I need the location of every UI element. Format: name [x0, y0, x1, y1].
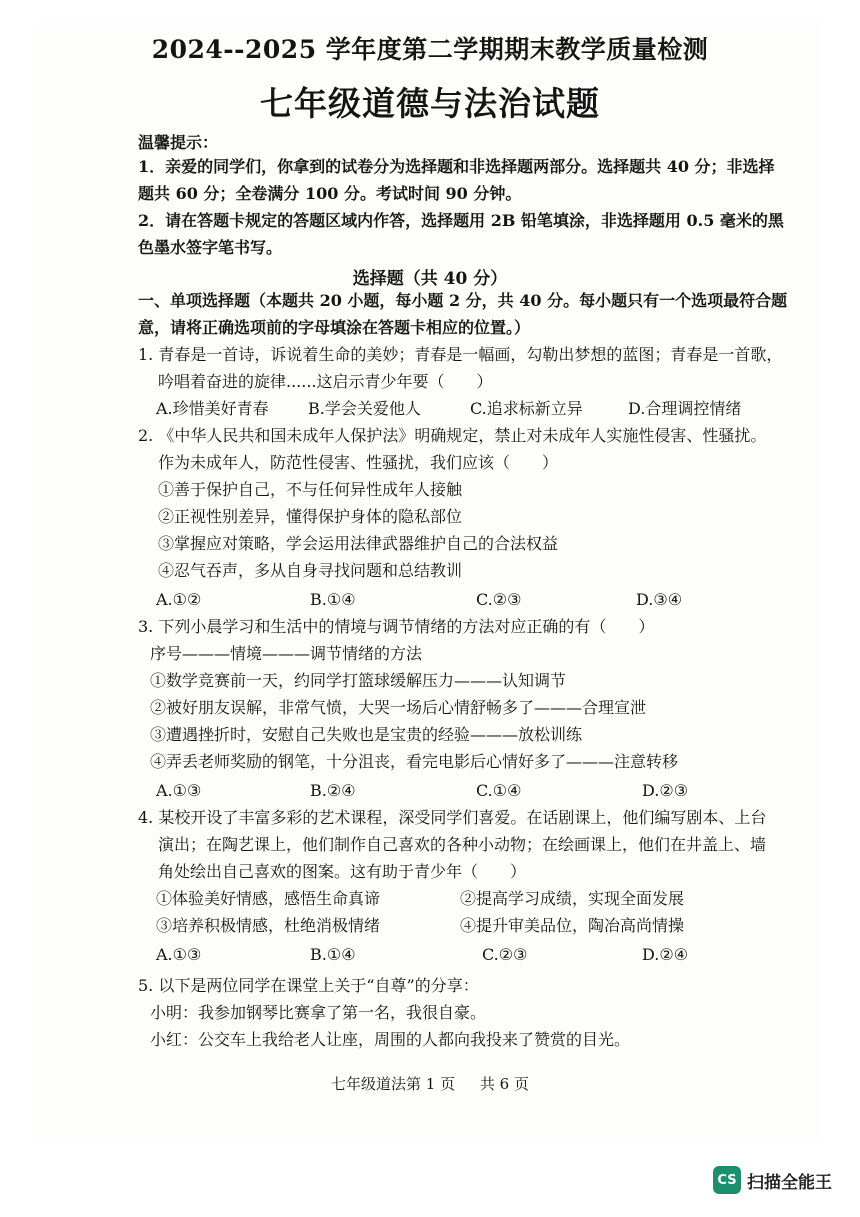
- q2-option-b: B.①④: [310, 590, 356, 609]
- q3-option-b: B.②④: [310, 781, 356, 800]
- q4-stem-b: 演出；在陶艺课上，他们制作自己喜欢的各种小动物；在绘画课上，他们在井盖上、墙: [158, 835, 767, 854]
- exam-title: 2024--2025 学年度第二学期期末教学质量检测: [151, 35, 709, 64]
- q1-option-d: D.合理调控情绪: [628, 399, 742, 418]
- q4-item-3: ③培养积极情感，杜绝消极情绪: [156, 916, 381, 935]
- q3-option-d: D.②③: [642, 781, 689, 800]
- q5-line-2: 小红：公交车上我给老人让座，周围的人都向我投来了赞赏的目光。: [150, 1030, 631, 1049]
- q1-option-b: B.学会关爱他人: [308, 399, 421, 418]
- q4-stem-a: 4. 某校开设了丰富多彩的艺术课程，深受同学们喜爱。在话剧课上，他们编写剧本、上台: [138, 808, 767, 827]
- exam-subtitle: 七年级道德与法治试题: [260, 84, 600, 123]
- camscanner-logo-icon: CS: [713, 1166, 741, 1194]
- q2-option-a: A.①②: [156, 590, 202, 609]
- q3-item-3: ③遭遇挫折时，安慰自己失败也是宝贵的经验———放松训练: [150, 725, 583, 744]
- q4-option-b: B.①④: [310, 945, 356, 964]
- notice-label: 温馨提示：: [138, 133, 219, 152]
- q4-option-d: D.②④: [642, 945, 689, 964]
- q2-option-c: C.②③: [476, 590, 522, 609]
- page-number: 七年级道法第 1 页: [331, 1075, 456, 1093]
- q4-item-1: ①体验美好情感，感悟生命真谛: [156, 889, 381, 908]
- q1-stem-a: 1. 青春是一首诗，诉说着生命的美妙；青春是一幅画，勾勒出梦想的蓝图；青春是一首歌，: [138, 345, 783, 364]
- watermark-text: 扫描全能王: [747, 1172, 832, 1193]
- q1-option-c: C.追求标新立异: [470, 399, 583, 418]
- notice-line-1b: 题共 60 分；全卷满分 100 分。考试时间 90 分钟。: [138, 184, 522, 203]
- section-instructions-a: 一、单项选择题（本题共 20 小题，每小题 2 分，共 40 分。每小题只有一个选项最符合题: [138, 291, 788, 310]
- q3-item-1: ①数学竞赛前一天，约同学打篮球缓解压力———认知调节: [150, 671, 567, 690]
- q1-option-a: A.珍惜美好青春: [156, 399, 269, 418]
- section-instructions-b: 意，请将正确选项前的字母填涂在答题卡相应的位置。）: [138, 318, 531, 337]
- q4-option-a: A.①③: [156, 945, 202, 964]
- notice-line-2b: 色墨水签字笔书写。: [138, 238, 283, 257]
- q2-item-3: ③掌握应对策略，学会运用法律武器维护自己的合法权益: [158, 534, 559, 553]
- q2-option-d: D.③④: [636, 590, 683, 609]
- scanner-watermark: [713, 1166, 832, 1194]
- section-heading: 选择题（共 40 分）: [352, 269, 508, 289]
- q4-item-4: ④提升审美品位，陶冶高尚情操: [460, 916, 685, 935]
- q3-option-a: A.①③: [156, 781, 202, 800]
- q2-item-2: ②正视性别差异，懂得保护身体的隐私部位: [158, 507, 463, 526]
- q5-line-1: 小明：我参加钢琴比赛拿了第一名，我很自豪。: [150, 1003, 487, 1022]
- page-footer: [0, 1073, 860, 1094]
- page-total: 共 6 页: [479, 1075, 529, 1093]
- q3-table-header: 序号———情境———调节情绪的方法: [150, 644, 423, 663]
- q4-item-2: ②提高学习成绩，实现全面发展: [460, 889, 685, 908]
- q4-stem-c: 角处绘出自己喜欢的图案。这有助于青少年（ ）: [158, 862, 527, 881]
- q3-stem: 3. 下列小晨学习和生活中的情境与调节情绪的方法对应正确的有（ ）: [138, 617, 655, 636]
- q3-item-2: ②被好朋友误解，非常气愤，大哭一场后心情舒畅多了———合理宣泄: [150, 698, 647, 717]
- q1-stem-b: 吟唱着奋进的旋律......这启示青少年要（ ）: [158, 372, 493, 391]
- q2-stem-b: 作为未成年人，防范性侵害、性骚扰，我们应该（ ）: [158, 453, 559, 472]
- q4-option-c: C.②③: [482, 945, 528, 964]
- q2-stem-a: 2. 《中华人民共和国未成年人保护法》明确规定，禁止对未成年人实施性侵害、性骚扰。: [138, 426, 767, 445]
- q3-option-c: C.①④: [476, 781, 522, 800]
- notice-line-2a: 2．请在答题卡规定的答题区域内作答，选择题用 2B 铅笔填涂，非选择题用 0.5 毫米的黑: [138, 211, 784, 230]
- notice-line-1a: 1．亲爱的同学们，你拿到的试卷分为选择题和非选择题两部分。选择题共 40 分；非选择: [138, 157, 775, 176]
- q5-stem: 5. 以下是两位同学在课堂上关于“自尊”的分享：: [138, 976, 479, 995]
- q3-item-4: ④弄丢老师奖励的钢笔，十分沮丧，看完电影后心情好多了———注意转移: [150, 752, 679, 771]
- q2-item-4: ④忍气吞声，多从自身寻找问题和总结教训: [158, 561, 463, 580]
- q2-item-1: ①善于保护自己，不与任何异性成年人接触: [158, 480, 463, 499]
